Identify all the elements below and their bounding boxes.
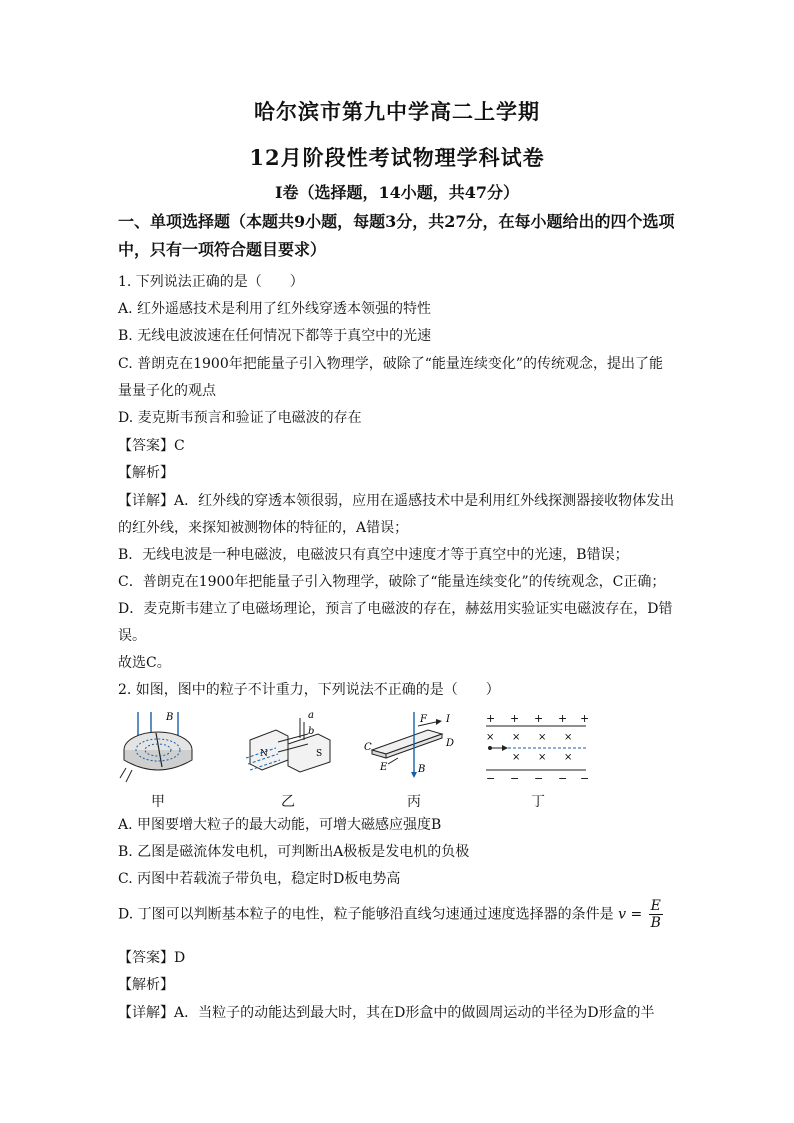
question-1-option-b: B. 无线电波波速在任何情况下都等于真空中的光速	[118, 328, 432, 344]
cross-sign: ×	[512, 732, 521, 743]
question-1-stem: 1. 下列说法正确的是（ ）	[118, 274, 304, 290]
cross-sign: ×	[564, 732, 573, 743]
plus-sign: +	[558, 712, 568, 725]
question-1-analysis-label: 【解析】	[118, 465, 174, 481]
plus-sign: +	[580, 712, 590, 725]
fraction-denominator: B	[650, 915, 661, 931]
question-1-option-a: A. 红外遥感技术是利用了红外线穿透本领强的特性	[118, 301, 432, 317]
minus-sign: −	[486, 772, 496, 785]
section-heading: 一、单项选择题（本题共9小题，每题3分，共27分，在每小题给出的四个选项中，只有一项符合题目要求）	[118, 212, 675, 259]
question-1-analysis-line: B．无线电波是一种电磁波，电磁波只有真空中速度才等于真空中的光速，B错误；	[118, 547, 629, 563]
figure-label-jia: 甲	[151, 794, 165, 810]
cross-sign: ×	[486, 732, 495, 743]
question-2-option-c: C. 丙图中若载流子带负电，稳定时D板电势高	[118, 871, 401, 887]
plus-sign: +	[486, 712, 496, 725]
figure-label-yi: 乙	[281, 794, 295, 810]
e-over-b-fraction	[649, 898, 663, 931]
page-subtitle: 12月阶段性考试物理学科试卷	[249, 145, 545, 170]
question-2-option-d	[118, 898, 663, 931]
hall-effect-figure	[364, 708, 464, 790]
question-1-answer: 【答案】C	[118, 438, 185, 454]
cross-sign: ×	[564, 752, 573, 763]
page-title: 哈尔滨市第九中学高二上学期	[254, 99, 540, 124]
question-2-analysis-line: 【详解】A．当粒子的动能达到最大时，其在D形盒中的做圆周运动的半径为D形盒的半	[118, 1005, 655, 1021]
question-2-stem: 2. 如图，图中的粒子不计重力，下列说法不正确的是（ ）	[118, 682, 500, 698]
question-2-analysis-label: 【解析】	[118, 977, 174, 993]
question-1-analysis-line: D．麦克斯韦建立了电磁场理论，预言了电磁波的存在，赫兹用实验证实电磁波存在，D错	[118, 601, 673, 617]
plus-sign: +	[510, 712, 520, 725]
figure-label-d: D	[446, 738, 455, 749]
minus-sign: −	[534, 772, 544, 785]
option-d-text: D. 丁图可以判断基本粒子的电性，粒子能够沿直线匀速通过速度选择器的条件是	[118, 906, 614, 923]
question-2-answer: 【答案】D	[118, 950, 186, 966]
question-1-analysis-line: 【详解】A．红外线的穿透本领很弱，应用在遥感技术中是利用红外线探测器接收物体发出	[118, 493, 675, 509]
figure-label-f: F	[420, 714, 427, 725]
fraction-numerator: E	[649, 898, 663, 915]
minus-sign: −	[580, 772, 590, 785]
question-1-analysis-line: 误。	[118, 628, 146, 644]
cross-sign: ×	[538, 752, 547, 763]
mhd-generator-figure	[238, 708, 338, 790]
question-1-option-c: C. 普朗克在1900年把能量子引入物理学，破除了“能量连续变化”的传统观念，提出了能	[118, 356, 664, 372]
question-2-figures	[118, 708, 598, 808]
figure-label-e: E	[380, 762, 388, 773]
velocity-selector-figure	[482, 708, 592, 790]
velocity-symbol: v	[618, 906, 626, 923]
plus-sign: +	[534, 712, 544, 725]
question-1-option-c-cont: 量量子化的观点	[118, 383, 216, 399]
figure-label-b: B	[166, 712, 174, 723]
figure-label-s: S	[316, 749, 323, 759]
figure-label-i: I	[446, 714, 450, 725]
figure-label-ding: 丁	[531, 794, 545, 810]
question-1-analysis-line: 的红外线，来探知被测物体的特征的，A错误；	[118, 520, 409, 536]
question-1-conclusion: 故选C。	[118, 655, 171, 671]
question-2-option-a: A. 甲图要增大粒子的最大动能，可增大磁感应强度B	[118, 817, 442, 833]
figure-label-n: N	[260, 749, 268, 759]
figure-label-a: a	[308, 710, 314, 721]
minus-sign: −	[558, 772, 568, 785]
question-2-option-b: B. 乙图是磁流体发电机，可判断出A极板是发电机的负极	[118, 844, 470, 860]
cross-sign: ×	[538, 732, 547, 743]
question-1-analysis-line: C．普朗克在1900年把能量子引入物理学，破除了“能量连续变化”的传统观念，C正确；	[118, 574, 666, 590]
cyclotron-figure	[118, 708, 198, 790]
equals-sign: =	[630, 906, 643, 923]
figure-label-b-field: B	[418, 764, 426, 775]
figure-label-bing: 丙	[407, 794, 421, 810]
figure-label-b-small: b	[308, 726, 315, 737]
volume-heading: I卷（选择题，14小题，共47分）	[274, 183, 520, 202]
question-1-option-d: D. 麦克斯韦预言和验证了电磁波的存在	[118, 410, 362, 426]
cross-sign: ×	[512, 752, 521, 763]
figure-label-c: C	[364, 742, 372, 753]
minus-sign: −	[510, 772, 520, 785]
